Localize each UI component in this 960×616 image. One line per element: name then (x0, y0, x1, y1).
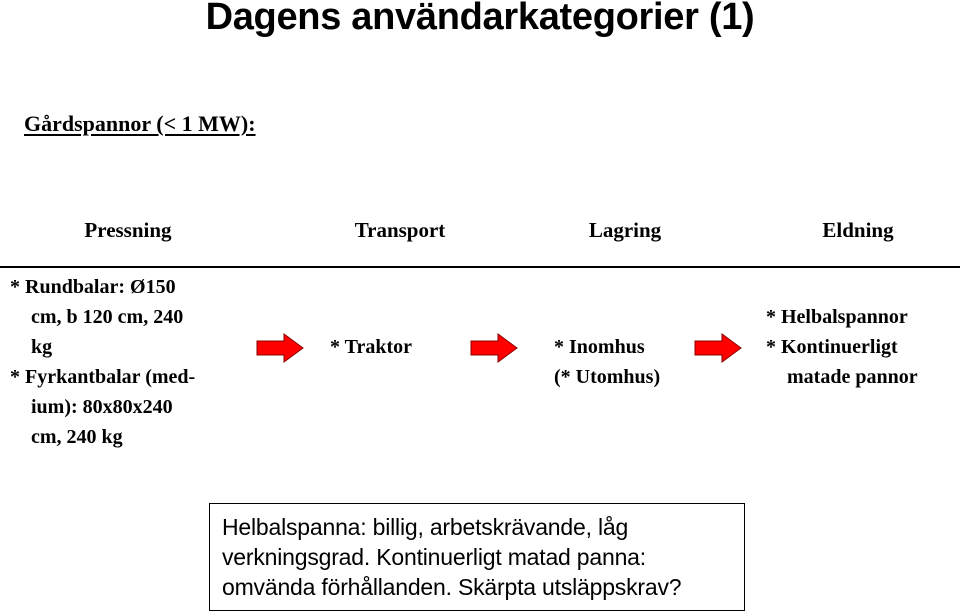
flow-arrow-shape (257, 334, 303, 362)
comment-line: Helbalspanna: billig, arbetskrävande, låg (222, 514, 629, 540)
header-divider (0, 266, 960, 268)
comment-line: verkningsgrad. Kontinuerligt matad panna: (222, 544, 646, 570)
transport-details (330, 332, 412, 362)
flow-arrow-icon (256, 333, 304, 363)
pressning-line: ium): 80x80x240 (31, 396, 173, 418)
flow-arrow-icon (694, 333, 742, 363)
pressning-details (10, 272, 195, 452)
pressning-line: * Fyrkantbalar (med- (10, 366, 196, 388)
pressning-line: cm, 240 kg (31, 426, 123, 448)
flow-arrow-shape (695, 334, 741, 362)
pressning-line: cm, b 120 cm, 240 (31, 306, 184, 328)
comment-line: omvända förhållanden. Skärpta utsläppskrav? (222, 574, 682, 600)
column-header-pressning: Pressning (84, 218, 172, 242)
eldning-details (766, 302, 918, 392)
eldning-line: matade pannor (787, 366, 918, 388)
slide-title: Dagens användarkategorier (1) (205, 0, 755, 38)
pressning-line: kg (31, 336, 53, 358)
column-header-transport: Transport (354, 218, 446, 242)
comment-box (209, 503, 745, 611)
eldning-line: * Helbalspannor (766, 306, 908, 328)
eldning-line: * Kontinuerligt (766, 336, 898, 358)
pressning-line: * Rundbalar: Ø150 (10, 276, 176, 298)
column-header-eldning: Eldning (822, 218, 894, 242)
section-subtitle: Gårdspannor (< 1 MW): (24, 111, 256, 136)
lagring-line: * Inomhus (554, 336, 645, 358)
lagring-line: (* Utomhus) (554, 366, 661, 388)
column-header-lagring: Lagring (588, 218, 662, 242)
flow-arrow-icon (470, 333, 518, 363)
lagring-details (554, 332, 660, 392)
transport-line: * Traktor (330, 336, 413, 358)
flow-arrow-shape (471, 334, 517, 362)
